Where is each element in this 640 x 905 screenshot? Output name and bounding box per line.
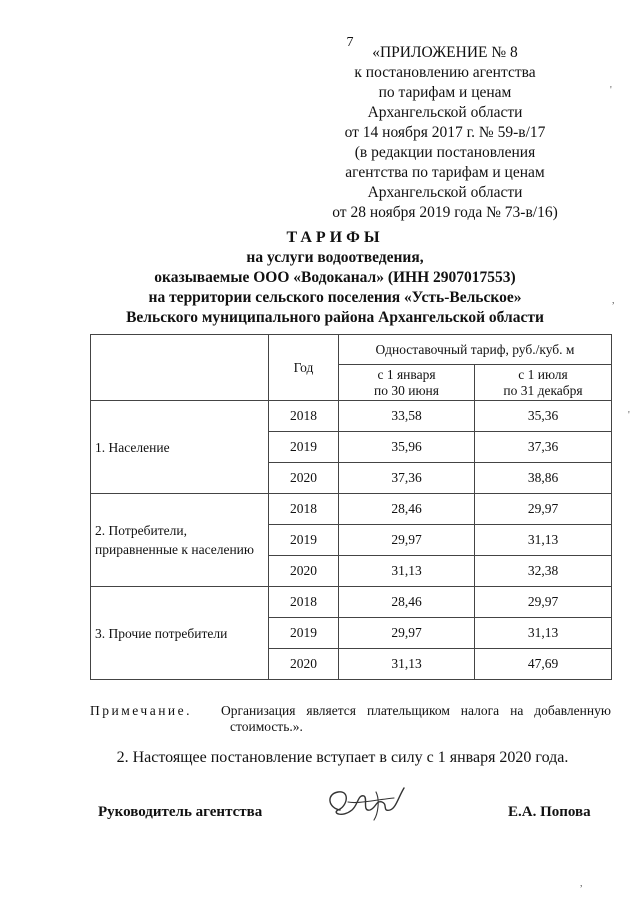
tariff-cell: 28,46 [339,494,475,525]
signatory-name: Е.А. Попова [508,804,591,820]
year-cell: 2019 [269,618,339,649]
year-cell: 2019 [269,432,339,463]
note-word: является [306,703,356,718]
scan-mark: , [580,878,583,889]
period-1-line2: по 30 июня [374,382,439,398]
tariff-cell: 28,46 [339,587,475,618]
tariff-cell: 29,97 [339,525,475,556]
scan-mark: , [612,295,615,306]
period-1-header [339,365,475,401]
note-word: на [510,703,524,718]
appendix-line: Архангельской области [367,104,523,121]
scan-mark: ' [610,85,612,96]
category-line: 2. Потребители, [95,523,187,538]
title-line: на территории сельского поселения «Усть-Вельское» [148,289,522,306]
tariff-cell: 37,36 [475,432,612,463]
appendix-header [330,43,560,223]
year-cell: 2020 [269,649,339,680]
period-2-line1: с 1 июля [518,366,568,382]
tariff-cell: 31,13 [339,649,475,680]
tariff-cell: 31,13 [339,556,475,587]
table-row [91,401,612,432]
note-line-2: стоимость.». [230,719,303,734]
tariff-cell: 31,13 [475,618,612,649]
category-cell [91,401,269,494]
clause-text: 2. Настоящее постановление вступает в силу с 1 января 2020 года. [116,749,569,766]
tariff-cell: 35,96 [339,432,475,463]
table-header-row [91,335,612,365]
category-cell [91,587,269,680]
tariff-cell: 32,38 [475,556,612,587]
category-cell [91,494,269,587]
title-heading: ТАРИФЫ [286,229,384,246]
table-row [91,587,612,618]
year-cell: 2018 [269,587,339,618]
tariff-header: Одноставочный тариф, руб./куб. м [339,335,612,365]
year-cell: 2020 [269,463,339,494]
table-row [91,494,612,525]
tariff-cell: 31,13 [475,525,612,556]
appendix-line: от 28 ноября 2019 года № 73-в/16) [332,204,558,221]
note-word: плательщиком [366,703,450,718]
tariff-table [90,334,612,680]
scan-mark: ' [628,410,630,421]
year-cell: 2019 [269,525,339,556]
note [90,703,611,735]
tariff-cell: 35,36 [475,401,612,432]
category-line: приравненные к населению [95,542,254,557]
period-2-header [475,365,612,401]
year-cell: 2020 [269,556,339,587]
tariff-cell: 47,69 [475,649,612,680]
note-word: добавленную [534,703,611,718]
signature-image [318,780,418,830]
appendix-line: «ПРИЛОЖЕНИЕ № 8 [372,44,518,61]
appendix-line: к постановлению агентства [354,64,536,81]
tariff-cell: 29,97 [339,618,475,649]
appendix-line: агентства по тарифам и ценам [345,164,545,181]
tariff-cell: 37,36 [339,463,475,494]
year-cell: 2018 [269,494,339,525]
period-1-line1: с 1 января [377,366,436,382]
tariff-cell: 33,58 [339,401,475,432]
year-cell: 2018 [269,401,339,432]
title-line: на услуги водоотведения, [246,249,424,266]
category-line: 3. Прочие потребители [95,625,228,641]
tariff-cell: 29,97 [475,587,612,618]
document-title [60,228,610,328]
appendix-line: Архангельской области [367,184,523,201]
category-header-cell [91,335,269,401]
appendix-line: по тарифам и ценам [378,84,512,101]
note-word: Организация [220,703,296,718]
tariff-cell: 38,86 [475,463,612,494]
year-header: Год [269,335,339,401]
title-line: Вельского муниципального района Архангельской области [126,309,544,326]
note-line-1 [90,703,611,719]
page-number: 7 [346,35,354,50]
title-line: оказываемые ООО «Водоканал» (ИНН 2907017553) [154,269,516,286]
category-line: 1. Население [95,439,170,455]
appendix-line: (в редакции постановления [354,144,536,161]
signatory-position: Руководитель агентства [98,804,263,820]
tariff-cell: 29,97 [475,494,612,525]
note-word: налога [460,703,500,718]
appendix-line: от 14 ноября 2017 г. № 59-в/17 [344,124,546,141]
period-2-line2: по 31 декабря [503,382,583,398]
note-label: Примечание. [90,703,193,718]
